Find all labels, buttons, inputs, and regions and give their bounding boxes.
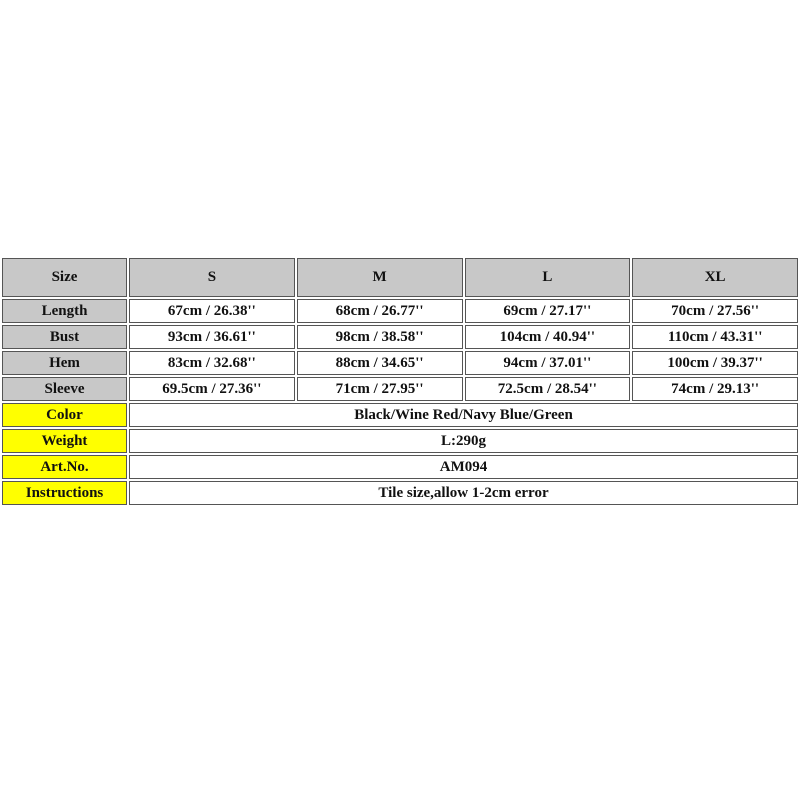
cell-bust-l: 104cm / 40.94'': [465, 325, 631, 349]
info-label-color: Color: [2, 403, 127, 427]
table-row-sleeve: [2, 377, 798, 401]
cell-hem-l: 94cm / 37.01'': [465, 351, 631, 375]
info-value-instructions: Tile size,allow 1-2cm error: [129, 481, 798, 505]
cell-sleeve-xl: 74cm / 29.13'': [632, 377, 798, 401]
info-row-weight: [2, 429, 798, 453]
header-cell-s: S: [129, 258, 295, 297]
cell-sleeve-m: 71cm / 27.95'': [297, 377, 463, 401]
info-row-instructions: [2, 481, 798, 505]
cell-bust-s: 93cm / 36.61'': [129, 325, 295, 349]
cell-sleeve-s: 69.5cm / 27.36'': [129, 377, 295, 401]
info-label-weight: Weight: [2, 429, 127, 453]
cell-hem-xl: 100cm / 39.37'': [632, 351, 798, 375]
info-row-art-no: [2, 455, 798, 479]
table-row-bust: [2, 325, 798, 349]
info-value-weight: L:290g: [129, 429, 798, 453]
cell-hem-m: 88cm / 34.65'': [297, 351, 463, 375]
size-chart-table: [0, 256, 800, 507]
cell-length-l: 69cm / 27.17'': [465, 299, 631, 323]
info-label-art-no: Art.No.: [2, 455, 127, 479]
header-cell-m: M: [297, 258, 463, 297]
cell-hem-s: 83cm / 32.68'': [129, 351, 295, 375]
table-row-length: [2, 299, 798, 323]
header-cell-size: Size: [2, 258, 127, 297]
header-cell-l: L: [465, 258, 631, 297]
row-label-length: Length: [2, 299, 127, 323]
cell-length-xl: 70cm / 27.56'': [632, 299, 798, 323]
info-row-color: [2, 403, 798, 427]
header-row: [2, 258, 798, 297]
info-label-instructions: Instructions: [2, 481, 127, 505]
cell-sleeve-l: 72.5cm / 28.54'': [465, 377, 631, 401]
header-cell-xl: XL: [632, 258, 798, 297]
cell-length-m: 68cm / 26.77'': [297, 299, 463, 323]
info-value-art-no: AM094: [129, 455, 798, 479]
row-label-bust: Bust: [2, 325, 127, 349]
cell-length-s: 67cm / 26.38'': [129, 299, 295, 323]
cell-bust-xl: 110cm / 43.31'': [632, 325, 798, 349]
cell-bust-m: 98cm / 38.58'': [297, 325, 463, 349]
row-label-sleeve: Sleeve: [2, 377, 127, 401]
row-label-hem: Hem: [2, 351, 127, 375]
table-row-hem: [2, 351, 798, 375]
info-value-color: Black/Wine Red/Navy Blue/Green: [129, 403, 798, 427]
